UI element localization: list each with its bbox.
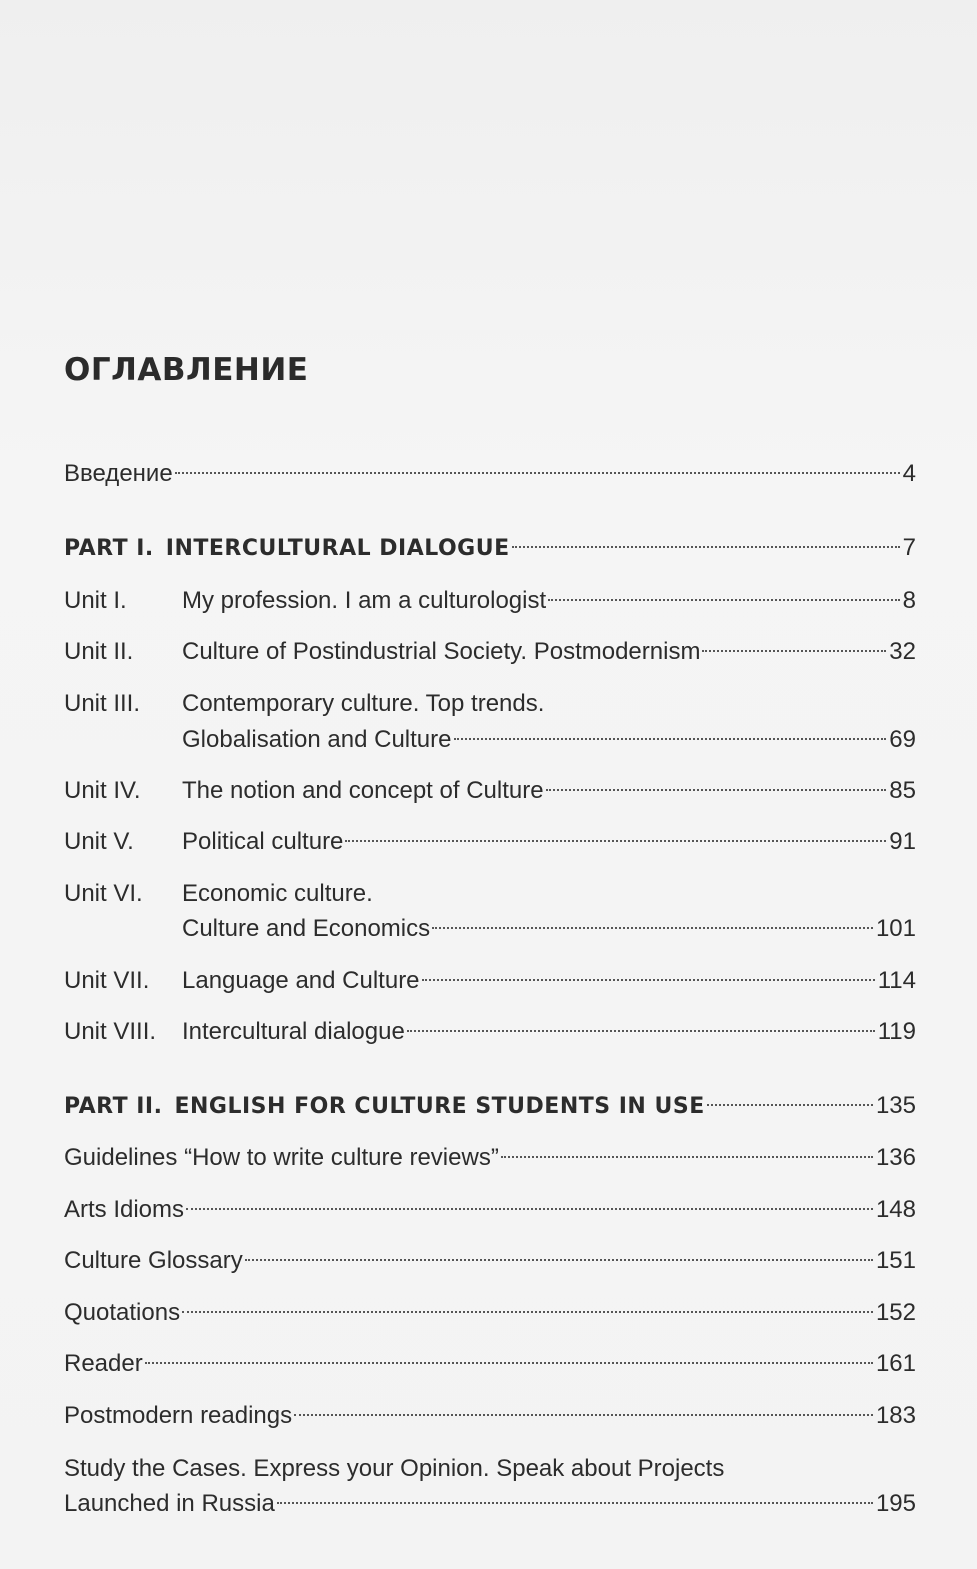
unit-title: Culture of Postindustrial Society. Postmodernism bbox=[182, 638, 701, 665]
part-title: ENGLISH FOR CULTURE STUDENTS IN USE bbox=[174, 1094, 705, 1119]
toc-page-number: 85 bbox=[889, 777, 916, 804]
dot-leader bbox=[548, 599, 899, 601]
dot-leader bbox=[175, 472, 900, 474]
section-title: Culture Glossary bbox=[64, 1247, 243, 1274]
toc-page-number: 148 bbox=[875, 1196, 916, 1223]
toc-entry-intro[interactable] bbox=[64, 456, 916, 492]
toc-page-number: 91 bbox=[889, 828, 916, 855]
toc-unit-2[interactable] bbox=[64, 634, 916, 670]
toc-section-postmodern-readings[interactable] bbox=[64, 1398, 916, 1434]
toc-section-arts-idioms[interactable] bbox=[64, 1192, 916, 1228]
toc-page-number: 183 bbox=[875, 1402, 916, 1429]
unit-label: Unit VI. bbox=[64, 880, 143, 907]
part-label: PART II. bbox=[64, 1094, 163, 1119]
unit-label: Unit VIII. bbox=[64, 1018, 157, 1045]
toc-section-study-cases[interactable] bbox=[64, 1486, 916, 1522]
unit-title-line1: Economic culture. bbox=[182, 880, 373, 907]
section-title-line1: Study the Cases. Express your Opinion. Speak about Projects bbox=[64, 1455, 725, 1482]
unit-title: Intercultural dialogue bbox=[182, 1018, 405, 1045]
toc-page-number: 101 bbox=[875, 915, 916, 942]
dot-leader bbox=[422, 979, 875, 981]
unit-title: Culture and Economics bbox=[182, 915, 431, 942]
toc-page-number: 8 bbox=[902, 587, 916, 614]
dot-leader bbox=[277, 1502, 873, 1504]
toc-page-number: 7 bbox=[902, 534, 916, 561]
toc-part-2[interactable] bbox=[64, 1088, 916, 1125]
toc-unit-3[interactable] bbox=[182, 722, 916, 758]
dot-leader bbox=[454, 738, 887, 740]
toc-unit-8[interactable] bbox=[64, 1014, 916, 1050]
toc-page-number: 4 bbox=[902, 460, 916, 487]
toc-unit-5[interactable] bbox=[64, 824, 916, 860]
unit-title: Language and Culture bbox=[182, 967, 420, 994]
dot-leader bbox=[432, 927, 873, 929]
dot-leader bbox=[407, 1030, 875, 1032]
section-title: Postmodern readings bbox=[64, 1402, 293, 1429]
dot-leader bbox=[501, 1156, 873, 1158]
page-title: ОГЛАВЛЕНИЕ bbox=[64, 352, 309, 388]
toc-page-number: 152 bbox=[875, 1299, 916, 1326]
unit-label: Unit I. bbox=[64, 587, 127, 614]
dot-leader bbox=[702, 650, 886, 652]
toc-unit-7[interactable] bbox=[64, 963, 916, 999]
toc-page-number: 136 bbox=[875, 1144, 916, 1171]
toc-page-number: 151 bbox=[875, 1247, 916, 1274]
toc-part-1[interactable] bbox=[64, 530, 916, 567]
dot-leader bbox=[512, 546, 900, 548]
toc-page-number: 69 bbox=[889, 726, 916, 753]
toc-page-number: 135 bbox=[875, 1092, 916, 1119]
toc-page-number: 195 bbox=[875, 1490, 916, 1517]
toc-section-reader[interactable] bbox=[64, 1346, 916, 1382]
unit-label: Unit III. bbox=[64, 690, 141, 717]
toc-unit-1[interactable] bbox=[64, 583, 916, 619]
unit-label: Unit VII. bbox=[64, 967, 150, 994]
toc-section-guidelines[interactable] bbox=[64, 1140, 916, 1176]
toc-page-number: 119 bbox=[877, 1018, 916, 1045]
unit-title: Globalisation and Culture bbox=[182, 726, 452, 753]
section-title: Launched in Russia bbox=[64, 1490, 275, 1517]
toc-section-quotations[interactable] bbox=[64, 1295, 916, 1331]
section-title: Quotations bbox=[64, 1299, 181, 1326]
section-title: Guidelines “How to write culture reviews” bbox=[64, 1144, 499, 1171]
toc-entry-title: Введение bbox=[64, 460, 173, 487]
dot-leader bbox=[145, 1362, 873, 1364]
section-title: Arts Idioms bbox=[64, 1196, 185, 1223]
unit-title: Political culture bbox=[182, 828, 344, 855]
unit-label: Unit II. bbox=[64, 638, 134, 665]
toc-page-number: 32 bbox=[889, 638, 916, 665]
toc-section-glossary[interactable] bbox=[64, 1243, 916, 1279]
dot-leader bbox=[546, 789, 887, 791]
unit-label: Unit V. bbox=[64, 828, 134, 855]
toc-page-number: 161 bbox=[875, 1350, 916, 1377]
unit-label: Unit IV. bbox=[64, 777, 141, 804]
toc-unit-6[interactable] bbox=[182, 911, 916, 947]
toc-page-number: 114 bbox=[877, 967, 916, 994]
dot-leader bbox=[707, 1104, 873, 1106]
toc-unit-4[interactable] bbox=[64, 773, 916, 809]
dot-leader bbox=[186, 1208, 873, 1210]
section-title: Reader bbox=[64, 1350, 143, 1377]
dot-leader bbox=[245, 1259, 873, 1261]
unit-title: My profession. I am a culturologist bbox=[182, 587, 547, 614]
unit-title-line1: Contemporary culture. Top trends. bbox=[182, 690, 545, 717]
dot-leader bbox=[345, 840, 886, 842]
dot-leader bbox=[294, 1414, 873, 1416]
unit-title: The notion and concept of Culture bbox=[182, 777, 544, 804]
part-title: INTERCULTURAL DIALOGUE bbox=[165, 536, 510, 561]
dot-leader bbox=[182, 1311, 873, 1313]
part-label: PART I. bbox=[64, 536, 154, 561]
